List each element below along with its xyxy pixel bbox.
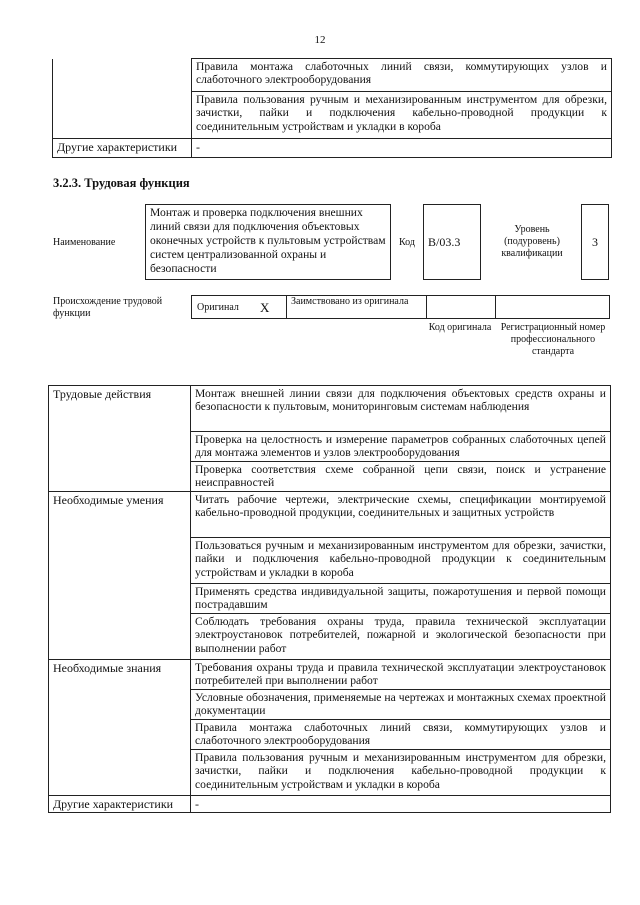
borrowed-label: Заимствовано из оригинала [291,296,409,307]
code-original-label: Код оригинала [428,322,492,333]
table-row: Требования охраны труда и правила технической эксплуатации электроустановок потребителей при выполнении работ [191,660,611,690]
name-label: Наименование [53,237,116,248]
original-label: Оригинал [197,302,239,313]
code-value: B/03.3 [423,204,481,280]
table-row: Применять средства индивидуальной защиты, пожаротушения и первой помощи пострадавшим [191,584,611,614]
table-row: Читать рабочие чертежи, электрические схемы, спецификации монтируемой кабельно-проводной продукции, соединительных и защитных устройств [191,492,611,538]
divider [495,295,496,319]
other-label: Другие характеристики [49,796,191,813]
code-label: Код [399,237,415,248]
other-value: - [191,796,611,813]
table-row: Проверка на целостность и измерение параметров собранных слаботочных цепей для монтажа элементов и узлов электрооборудования [191,432,611,462]
divider [426,295,427,319]
level-value: 3 [581,204,609,280]
top-table-row: Правила пользования ручным и механизированным инструментом для обрезки, зачистки, пайки и подключения кабельно-проводной продукции к соединительным устройствам и укладки в короба [192,92,612,139]
group-label: Трудовые действия [49,386,191,492]
top-other-label: Другие характеристики [53,139,192,158]
main-table [48,385,611,813]
divider [286,295,287,319]
table-row: Проверка соответствия схеме собранной цепи связи, поиск и устранение неисправностей [191,462,611,492]
registration-number-label: Регистрационный номер профессионального стандарта [500,322,606,357]
group-label: Необходимые умения [49,492,191,660]
page-number: 12 [314,34,326,46]
level-label: Уровень (подуровень) квалификации [501,224,563,259]
table-row: Условные обозначения, применяемые на чертежах и монтажных схемах проектной документации [191,690,611,720]
top-other-value: - [192,139,612,158]
original-mark: X [260,300,270,315]
name-value: Монтаж и проверка подключения внешних линий связи для подключения объектовых оконечных устройств к пультовым устройствам систем централизованной охраны и безопасности [145,204,391,280]
origin-label: Происхождение трудовой функции [53,296,163,319]
table-row: Правила пользования ручным и механизированным инструментом для обрезки, зачистки, пайки и подключения кабельно-проводной продукции к соединительным устройствам и укладки в короба [191,750,611,796]
table-row: Монтаж внешней линии связи для подключения объектовых средств охраны и безопасности к пультовым, мониторинговым системам наблюдения [191,386,611,432]
section-title: 3.2.3. Трудовая функция [53,176,190,190]
top-table [52,58,612,158]
table-row: Правила монтажа слаботочных линий связи, коммутирующих узлов и слаботочного электрооборудования [191,720,611,750]
top-table-empty-cell [53,59,192,139]
group-label: Необходимые знания [49,660,191,796]
table-row: Соблюдать требования охраны труда, правила технической эксплуатации электроустановок потребителей, пожарной и экологической безопасности при выполнении работ [191,614,611,660]
table-row: Пользоваться ручным и механизированным инструментом для обрезки, зачистки, пайки и подключения кабельно-проводной продукции к соединительным устройствам и укладки в короба [191,538,611,584]
top-table-row: Правила монтажа слаботочных линий связи, коммутирующих узлов и слаботочного электрооборудования [192,59,612,92]
